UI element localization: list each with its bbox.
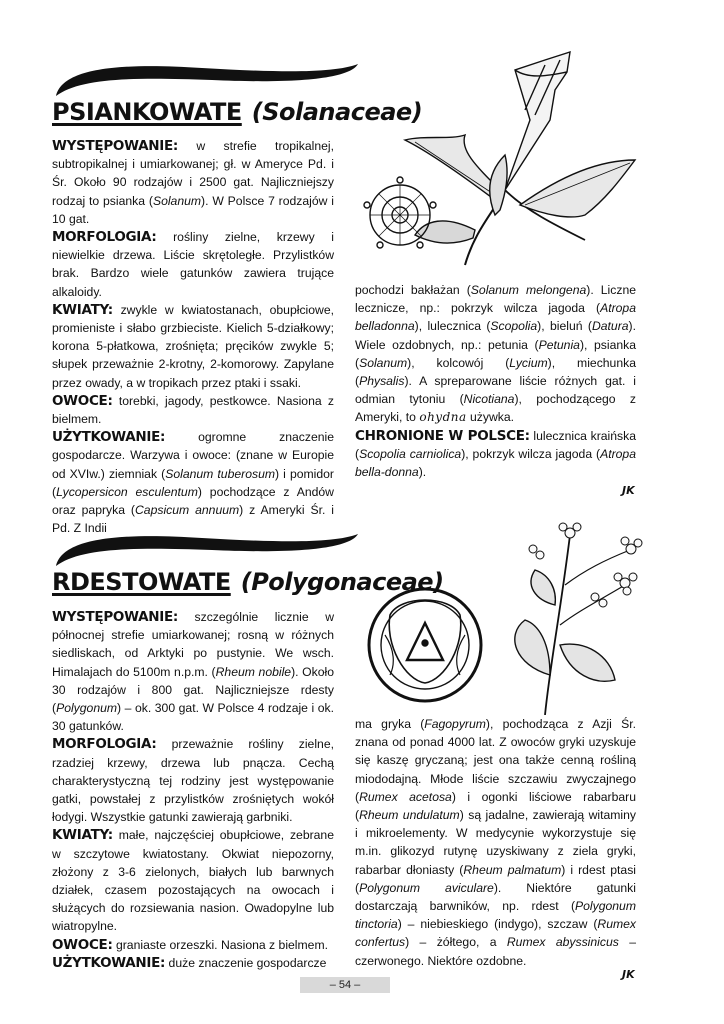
section1-occurrence-paragraph: WYSTĘPOWANIE: w strefie tropikalnej, subtropikalnej i umiarkowanej; gł. w Ameryce Pd. i Śr. Około 90 rodzajów i 2500 gat. Najliczniejszy rodzaj to psianka (Solanum). W Polsce 7 rodzajów i 10 gat. (52, 138, 335, 226)
section1-title-main: PSIANKOWATE (52, 98, 242, 126)
handwritten-word: ohydna (419, 410, 467, 425)
section1-morphology-paragraph: MORFOLOGIA: rośliny zielne, krzewy i niewielkie drzewa. Liście skrętoległe. Przylistków brak. Bardzo wiele gatunków zawiera trujące alkaloidy. (52, 229, 334, 299)
decorative-swoosh-1 (52, 52, 362, 98)
section1-signature: JK (622, 484, 635, 497)
section2-morphology-paragraph: MORFOLOGIA: przeważnie rośliny zielne, rzadziej krzewy, drzewa lub pnącza. Cechą charakterystyczną tej rodziny jest występowanie gatki, powstałej z przylistków zrośniętych wokół łodygi. Wszystkie gatunki zawierają garbniki. (52, 736, 334, 825)
buckwheat-plant-illustration (355, 515, 645, 715)
section1-title-latin: (Solanaceae) (251, 98, 423, 126)
section1-protected-paragraph: CHRONIONE W POLSCE: lulecznica kraińska (Scopolia carniolica), pokrzyk wilcza jagoda (Atropa bella-donna). (355, 427, 636, 480)
section1-flowers-paragraph: KWIATY: zwykle w kwiatostanach, obupłciowe, promieniste i słabo grzbieciste. Kielich 5-działkowy; korona 5-płatkowa, zrośnięta; pręcików zwykle 5; słupek przeważnie 2-krotny, 2-komorowy. Zapylane przez owady, a w tropikach przez ptaki i ssaki. (52, 301, 334, 390)
section2-title-main: RDESTOWATE (52, 568, 231, 596)
section1-species-paragraph: pochodzi bakłażan (Solanum melongena). Liczne lecznicze, np.: pokrzyk wilcza jagoda (Atropa belladonna), lulecznica (Scopolia), bieluń (Datura). Wiele ozdobnych, np.: petunia (Petunia), psianka (Solanum), kolcowój (Lycium), miechunka (Physalis). A spreparowane liście różnych gat. i odmian tytoniu (Nicotiana), pochodzącego z Ameryki, to ohydna używka. (355, 283, 637, 425)
section2-left-column (52, 608, 334, 972)
decorative-swoosh-2 (52, 522, 362, 568)
datura-plant-illustration (355, 40, 645, 270)
section2-occurrence-paragraph: WYSTĘPOWANIE: szczególnie licznie w północnej strefie umiarkowanej; rosną w różnych siedliskach, od Arktyki po pustynie. We wsch. Himalajach do 5100m n.p.m. (Rheum nobile). Około 30 rodzajów i 800 gat. Najliczniejsze rdesty (Polygonum) – ok. 300 gat. W Polsce 4 rodzaje i ok. 30 gatunków. (52, 609, 335, 734)
page-number: – 54 – (300, 977, 390, 993)
section1-fruits-paragraph: OWOCE: torebki, jagody, pestkowce. Nasiona z bielmem. (52, 392, 334, 427)
section1-left-column (52, 137, 334, 537)
section2-right-column (355, 715, 636, 970)
section2-fruits-paragraph: OWOCE: graniaste orzeszki. Nasiona z bielmem. (52, 936, 328, 953)
section2-signature: JK (622, 968, 635, 981)
section2-usage-paragraph: UŻYTKOWANIE: duże znaczenie gospodarcze (52, 954, 327, 971)
section1-right-column (355, 281, 636, 481)
section2-title-latin: (Polygonaceae) (240, 568, 444, 596)
section2-flowers-paragraph: KWIATY: małe, najczęściej obupłciowe, zebrane w szczytowe kwiatostany. Okwiat niepozorny, złożony z 3-6 zielonych, białych lub barwnych działek, czasem pozostających na owocach i służących do rozsiewania nasion. Owadopylne lub wiatropylne. (52, 827, 334, 934)
section2-usage-continued-paragraph: ma gryka (Fagopyrum), pochodząca z Azji Śr. znana od ponad 4000 lat. Z owoców gryki uzyskuje się kaszę gryczaną; jest ona także cenną rośliną miododajną. Młode liście szczawiu zwyczajnego (Rumex acetosa) i ogonki liściowe rabarbaru (Rheum undulatum) są jadalne, zawierają witaminy i mikroelementy. W medycynie wykorzystuje się m.in. glikozyd rutynę uzyskiwany z ziela gryki, rabarbar dłoniasty (Rheum palmatum) i rdest ptasi (Polygonum aviculare). Niektóre gatunki dostarczają barwników, np. rdest (Polygonum tinctoria) – niebieskiego (indygo), szczaw (Rumex confertus) – żółtego, a Rumex abyssinicus – czerwonego. Niektóre ozdobne. (355, 717, 637, 968)
section1-usage-paragraph: UŻYTKOWANIE: ogromne znaczenie gospodarcze. Warzywa i owoce: (znane w Europie od XVIw.) ziemniak (Solanum tuberosum) i pomidor (Lycopersicon esculentum) pochodzące z Andów oraz papryka (Capsicum annuum) z Ameryki Śr. i Pd. Z Indii (52, 429, 334, 536)
